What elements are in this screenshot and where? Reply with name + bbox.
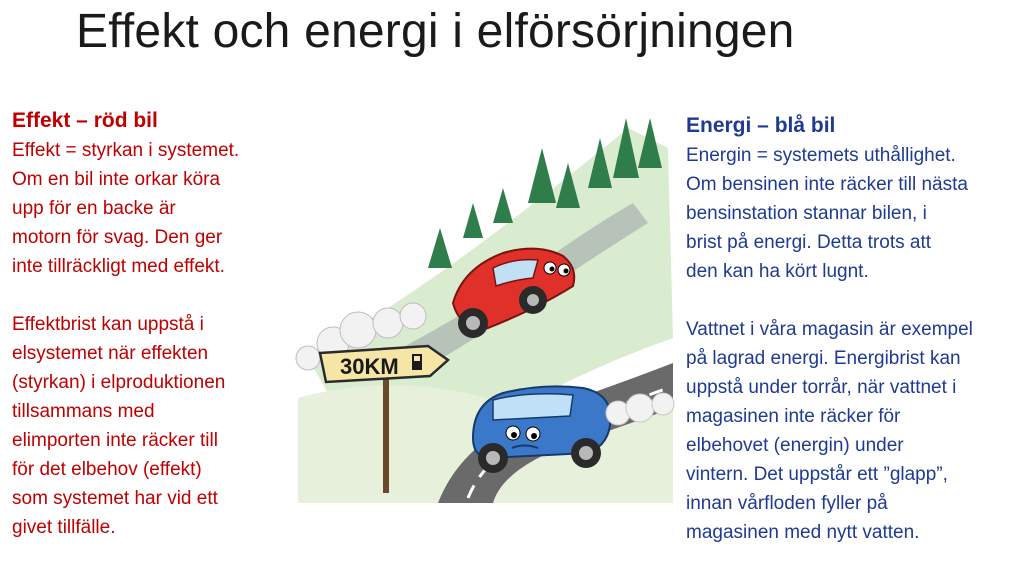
paragraph-gap	[686, 286, 1016, 315]
effect-line: motorn för svag. Den ger	[12, 227, 223, 248]
energy-line: innan vårfloden fyller på	[686, 493, 888, 514]
effect-line: elimporten inte räcker till	[12, 430, 218, 451]
energy-line: magasinen inte räcker för	[686, 406, 901, 427]
energy-column	[686, 111, 1016, 547]
effect-line: Effektbrist kan uppstå i	[12, 314, 204, 335]
effect-line: givet tillfälle.	[12, 517, 116, 538]
effect-line: tillsammans med	[12, 401, 155, 422]
effect-column	[12, 106, 287, 542]
energy-line: Energin = systemets uthållighet.	[686, 145, 956, 166]
effect-line: (styrkan) i elproduktionen	[12, 372, 226, 393]
energy-line: magasinen med nytt vatten.	[686, 522, 920, 543]
energy-line: Om bensinen inte räcker till nästa	[686, 174, 968, 195]
effect-line: som systemet har vid ett	[12, 488, 218, 509]
energy-line: Vattnet i våra magasin är exempel	[686, 319, 973, 340]
effect-line: för det elbehov (effekt)	[12, 459, 202, 480]
energy-line: den kan ha kört lugnt.	[686, 261, 869, 282]
energy-line: vintern. Det uppstår ett ”glapp”,	[686, 464, 948, 485]
effect-line: elsystemet när effekten	[12, 343, 209, 364]
cars-illustration	[288, 108, 683, 510]
slide-title: Effekt och energi i elförsörjningen	[76, 5, 795, 58]
energy-heading: Energi – blå bil	[686, 114, 836, 137]
effect-line: Effekt = styrkan i systemet.	[12, 140, 240, 161]
energy-line: elbehovet (energin) under	[686, 435, 904, 456]
energy-line: på lagrad energi. Energibrist kan	[686, 348, 961, 369]
energy-line: uppstå under torrår, när vattnet i	[686, 377, 957, 398]
effect-line: upp för en backe är	[12, 198, 176, 219]
effect-line: inte tillräckligt med effekt.	[12, 256, 225, 277]
energy-line: bensinstation stannar bilen, i	[686, 203, 927, 224]
sign-text: 30KM	[340, 354, 399, 379]
energy-line: brist på energi. Detta trots att	[686, 232, 932, 253]
effect-line: Om en bil inte orkar köra	[12, 169, 221, 190]
paragraph-gap	[12, 281, 287, 310]
effect-heading: Effekt – röd bil	[12, 109, 158, 132]
fuel-pump-icon	[412, 354, 422, 370]
